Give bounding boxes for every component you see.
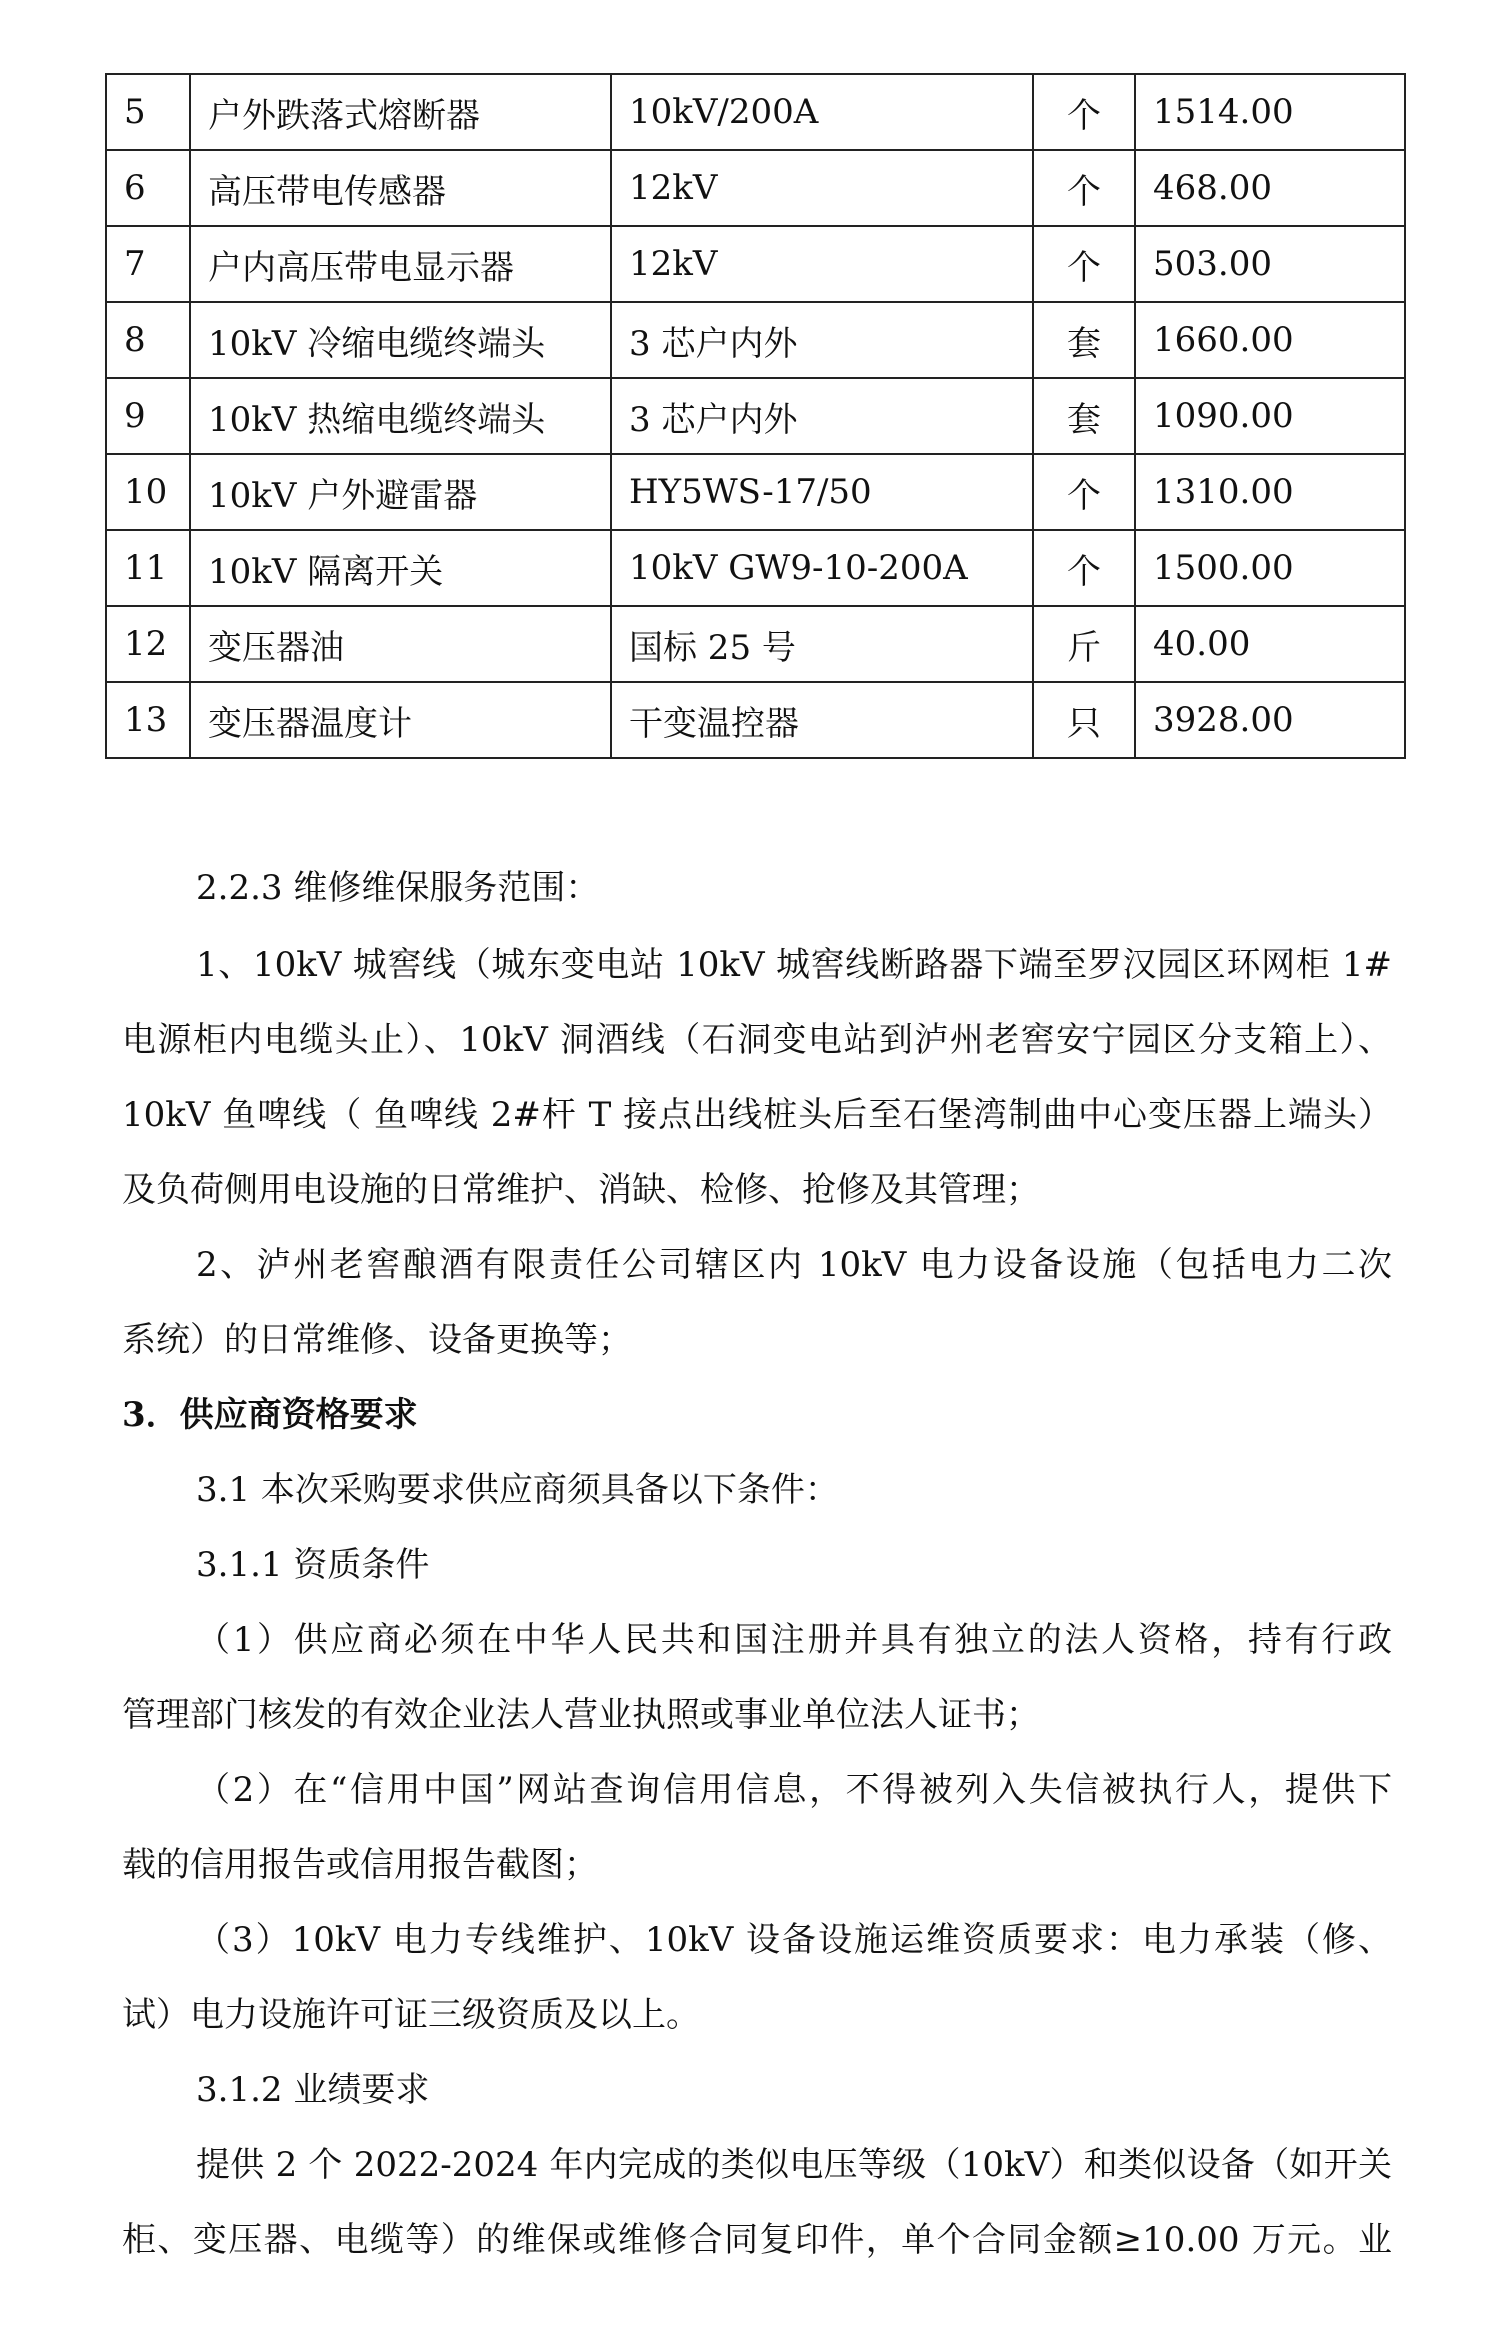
qualification-2-line-2: 载的信用报告或信用报告截图； <box>122 1845 598 1885</box>
table-row <box>106 606 1405 682</box>
cell-unit: 套 <box>1033 378 1135 454</box>
scope-item-1-line-3: 10kV 鱼啤线（ 鱼啤线 2#杆 T 接点出线桩头后至石堡湾制曲中心变压器上端头） <box>122 1095 1392 1135</box>
cell-name: 10kV 户外避雷器 <box>190 454 611 530</box>
cell-price: 468.00 <box>1135 150 1405 226</box>
table-row <box>106 226 1405 302</box>
section-3-heading: 3．供应商资格要求 <box>122 1395 418 1435</box>
cell-name: 户外跌落式熔断器 <box>190 74 611 150</box>
cell-price: 1500.00 <box>1135 530 1405 606</box>
cell-no: 9 <box>106 378 190 454</box>
qualification-1-line-2: 管理部门核发的有效企业法人营业执照或事业单位法人证书； <box>122 1695 1040 1735</box>
qualification-1-line-1: （1）供应商必须在中华人民共和国注册并具有独立的法人资格，持有行政 <box>196 1620 1392 1660</box>
performance-line-2: 柜、变压器、电缆等）的维保或维修合同复印件，单个合同金额≥10.00 万元。业 <box>122 2220 1392 2260</box>
table-row <box>106 302 1405 378</box>
cell-name: 户内高压带电显示器 <box>190 226 611 302</box>
cell-spec: 3 芯户内外 <box>611 378 1033 454</box>
cell-spec: 10kV/200A <box>611 74 1033 150</box>
cell-unit: 个 <box>1033 530 1135 606</box>
table-row <box>106 378 1405 454</box>
cell-no: 13 <box>106 682 190 758</box>
cell-unit: 个 <box>1033 150 1135 226</box>
scope-item-2-line-2: 系统）的日常维修、设备更换等； <box>122 1320 632 1360</box>
table-row <box>106 454 1405 530</box>
cell-unit: 个 <box>1033 226 1135 302</box>
cell-name: 高压带电传感器 <box>190 150 611 226</box>
cell-spec: HY5WS-17/50 <box>611 454 1033 530</box>
cell-unit: 只 <box>1033 682 1135 758</box>
cell-no: 10 <box>106 454 190 530</box>
cell-price: 1660.00 <box>1135 302 1405 378</box>
cell-unit: 个 <box>1033 454 1135 530</box>
cell-no: 8 <box>106 302 190 378</box>
cell-no: 12 <box>106 606 190 682</box>
performance-line-1: 提供 2 个 2022-2024 年内完成的类似电压等级（10kV）和类似设备（如开关 <box>196 2145 1392 2185</box>
cell-price: 3928.00 <box>1135 682 1405 758</box>
scope-item-2-line-1: 2、泸州老窖酿酒有限责任公司辖区内 10kV 电力设备设施（包括电力二次 <box>196 1245 1392 1285</box>
cell-unit: 个 <box>1033 74 1135 150</box>
table-row <box>106 74 1405 150</box>
cell-price: 1310.00 <box>1135 454 1405 530</box>
cell-unit: 斤 <box>1033 606 1135 682</box>
cell-price: 503.00 <box>1135 226 1405 302</box>
qualification-3-line-2: 试）电力设施许可证三级资质及以上。 <box>122 1995 700 2035</box>
scope-item-1-line-2: 电源柜内电缆头止）、10kV 洞酒线（石洞变电站到泸州老窖安宁园区分支箱上）、 <box>122 1020 1392 1060</box>
scope-item-1-line-1: 1、10kV 城窖线（城东变电站 10kV 城窖线断路器下端至罗汉园区环网柜 1# <box>196 945 1392 985</box>
cell-name: 变压器温度计 <box>190 682 611 758</box>
cell-unit: 套 <box>1033 302 1135 378</box>
cell-no: 6 <box>106 150 190 226</box>
table-row <box>106 150 1405 226</box>
equipment-price-table <box>105 73 1406 759</box>
cell-price: 1514.00 <box>1135 74 1405 150</box>
section-3-1-1-title: 3.1.1 资质条件 <box>196 1545 430 1585</box>
table-row <box>106 682 1405 758</box>
cell-no: 7 <box>106 226 190 302</box>
cell-name: 10kV 冷缩电缆终端头 <box>190 302 611 378</box>
cell-no: 5 <box>106 74 190 150</box>
cell-spec: 干变温控器 <box>611 682 1033 758</box>
qualification-3-line-1: （3）10kV 电力专线维护、10kV 设备设施运维资质要求：电力承装（修、 <box>196 1920 1392 1960</box>
section-2-2-3-title: 2.2.3 维修维保服务范围： <box>196 868 600 908</box>
cell-no: 11 <box>106 530 190 606</box>
cell-name: 变压器油 <box>190 606 611 682</box>
cell-spec: 10kV GW9-10-200A <box>611 530 1033 606</box>
section-3-1-title: 3.1 本次采购要求供应商须具备以下条件： <box>196 1470 839 1510</box>
cell-name: 10kV 隔离开关 <box>190 530 611 606</box>
scope-item-1-line-4: 及负荷侧用电设施的日常维护、消缺、检修、抢修及其管理； <box>122 1170 1040 1210</box>
table-row <box>106 530 1405 606</box>
cell-name: 10kV 热缩电缆终端头 <box>190 378 611 454</box>
cell-price: 40.00 <box>1135 606 1405 682</box>
cell-spec: 12kV <box>611 150 1033 226</box>
section-3-1-2-title: 3.1.2 业绩要求 <box>196 2070 430 2110</box>
qualification-2-line-1: （2）在“信用中国”网站查询信用信息，不得被列入失信被执行人，提供下 <box>196 1770 1392 1810</box>
cell-spec: 3 芯户内外 <box>611 302 1033 378</box>
cell-spec: 国标 25 号 <box>611 606 1033 682</box>
cell-spec: 12kV <box>611 226 1033 302</box>
cell-price: 1090.00 <box>1135 378 1405 454</box>
